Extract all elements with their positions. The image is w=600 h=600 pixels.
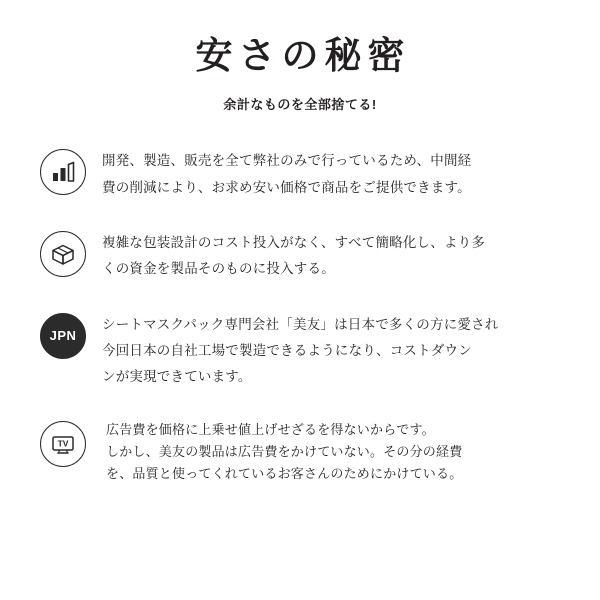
item-line: しかし、美友の製品は広告費をかけていない。その分の経費	[106, 443, 463, 459]
page-subtitle: 余計なものを全部捨てる!	[223, 97, 377, 113]
svg-text:TV: TV	[57, 438, 69, 449]
item-line: シートマスクパック専門会社「美友」は日本で多くの方に愛され	[102, 316, 499, 332]
jpn-badge-icon	[40, 313, 86, 359]
page-title: 安さの秘密	[195, 35, 411, 76]
icon-container	[30, 147, 96, 195]
bar-chart-icon	[40, 149, 86, 195]
item-text	[96, 147, 570, 201]
list-item	[30, 311, 570, 391]
icon-container	[30, 229, 96, 277]
item-text	[96, 419, 570, 486]
item-line: 今回日本の自社工場で製造できるようになり、コストダウン	[102, 342, 472, 358]
item-text	[96, 229, 570, 283]
item-line: を、品質と使ってくれているお客さんのためにかけている。	[106, 466, 463, 482]
list-item	[30, 419, 570, 486]
item-line: 広告費を価格に上乗せ値上げせざるを得ないからです。	[106, 421, 435, 437]
list-item	[30, 147, 570, 201]
item-line: ンが実現できています。	[102, 369, 252, 385]
item-line: くの資金を製品そのものに投入する。	[102, 261, 335, 277]
item-line: 費の削減により、お求め安い価格で商品をご提供できます。	[102, 179, 471, 195]
tv-icon	[40, 421, 86, 467]
item-line: 開発、製造、販売を全て弊社のみで行っているため、中間経	[102, 153, 472, 169]
list-item	[30, 229, 570, 283]
item-text	[96, 311, 570, 391]
package-box-icon	[40, 231, 86, 277]
item-line: 複雑な包装設計のコスト投入がなく、すべて簡略化し、より多	[102, 235, 486, 251]
benefit-list	[30, 147, 570, 485]
icon-container	[30, 419, 96, 467]
header	[30, 34, 570, 113]
icon-container	[30, 311, 96, 359]
jpn-badge-label: JPN	[49, 328, 77, 344]
